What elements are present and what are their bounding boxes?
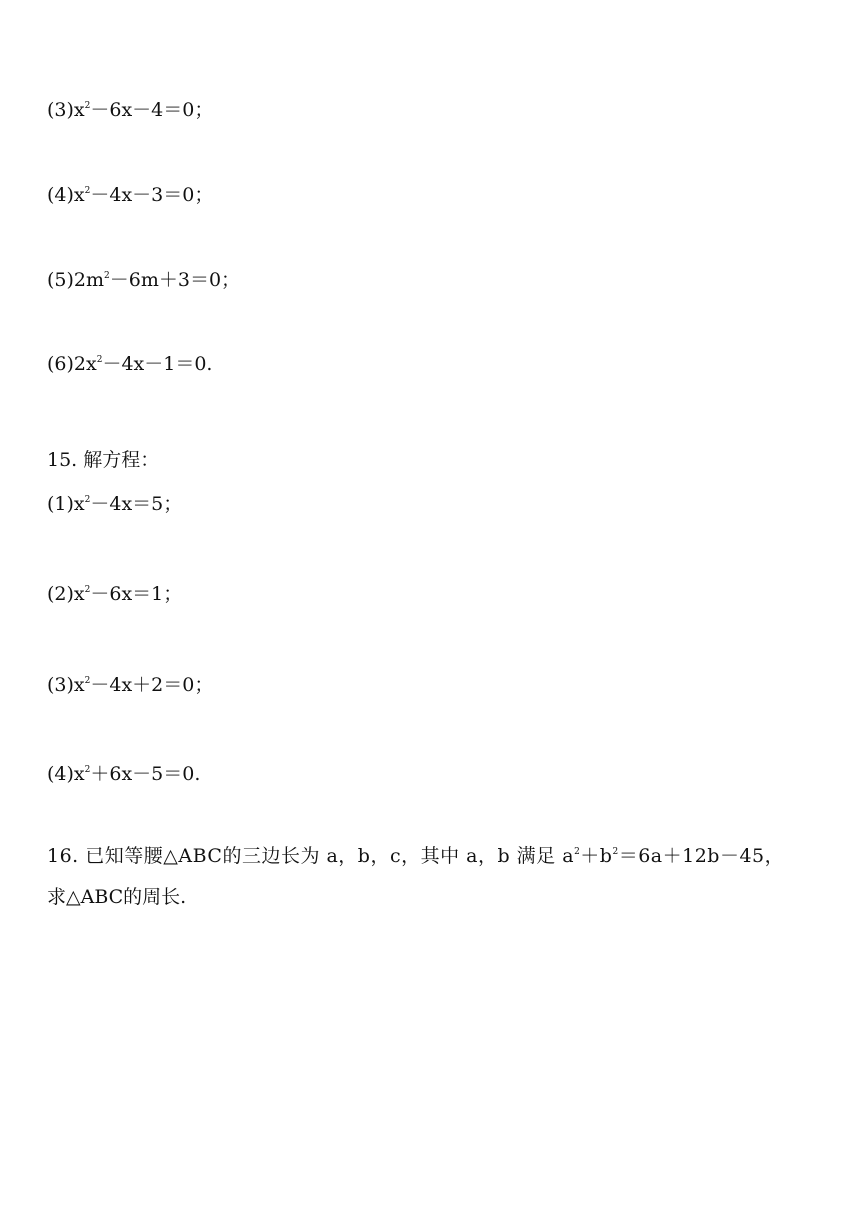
line-text: (4)x (47, 184, 85, 206)
exponent: 2 (574, 847, 581, 857)
exponent: 2 (84, 765, 91, 775)
exponent: 2 (104, 271, 110, 281)
line-text: (1)x (47, 493, 85, 515)
line-text: ＋6x－5＝0. (90, 763, 201, 785)
line-text: －4x－3＝0； (90, 184, 214, 206)
exponent: 2 (84, 495, 91, 505)
exponent: 2 (96, 355, 103, 365)
line-text: (4)x (47, 763, 85, 785)
line-text: (6)2x (47, 353, 97, 375)
exponent: 2 (84, 585, 91, 595)
line-text: (3)x (47, 99, 85, 121)
line-text: 16. 已知等腰△ABC的三边长为 a，b，c，其中 a，b 满足 a (47, 845, 575, 867)
line-text: －4x＋2＝0； (90, 674, 214, 696)
line-text: (2)x (47, 583, 85, 605)
question-15-heading (47, 448, 159, 472)
equation-4-4 (47, 183, 213, 207)
question-16-line-1 (47, 844, 784, 868)
line-text: －6x＝1； (90, 583, 183, 605)
equation-4-5 (47, 268, 240, 292)
line-text: 求△ABC的周长. (47, 886, 187, 908)
line-text: －4x－1＝0. (102, 353, 213, 375)
line-text: (5)2m (47, 269, 105, 291)
equation-4-6 (47, 352, 212, 376)
line-text: －6m＋3＝0； (109, 269, 241, 291)
line-text: －4x＝5； (90, 493, 183, 515)
line-text: 15. 解方程： (47, 449, 160, 471)
exponent: 2 (612, 847, 619, 857)
equation-4-3 (47, 98, 213, 122)
equation-15-1 (47, 492, 182, 516)
equation-15-4 (47, 762, 200, 786)
line-text: ＋b (580, 845, 613, 867)
exponent: 2 (84, 101, 91, 111)
exponent: 2 (84, 676, 91, 686)
equation-15-3 (47, 673, 213, 697)
line-text: (3)x (47, 674, 85, 696)
line-text: ＝6a＋12b－45， (618, 845, 785, 867)
line-text: －6x－4＝0； (90, 99, 214, 121)
question-16-line-2 (47, 885, 186, 909)
exponent: 2 (84, 186, 91, 196)
equation-15-2 (47, 582, 182, 606)
